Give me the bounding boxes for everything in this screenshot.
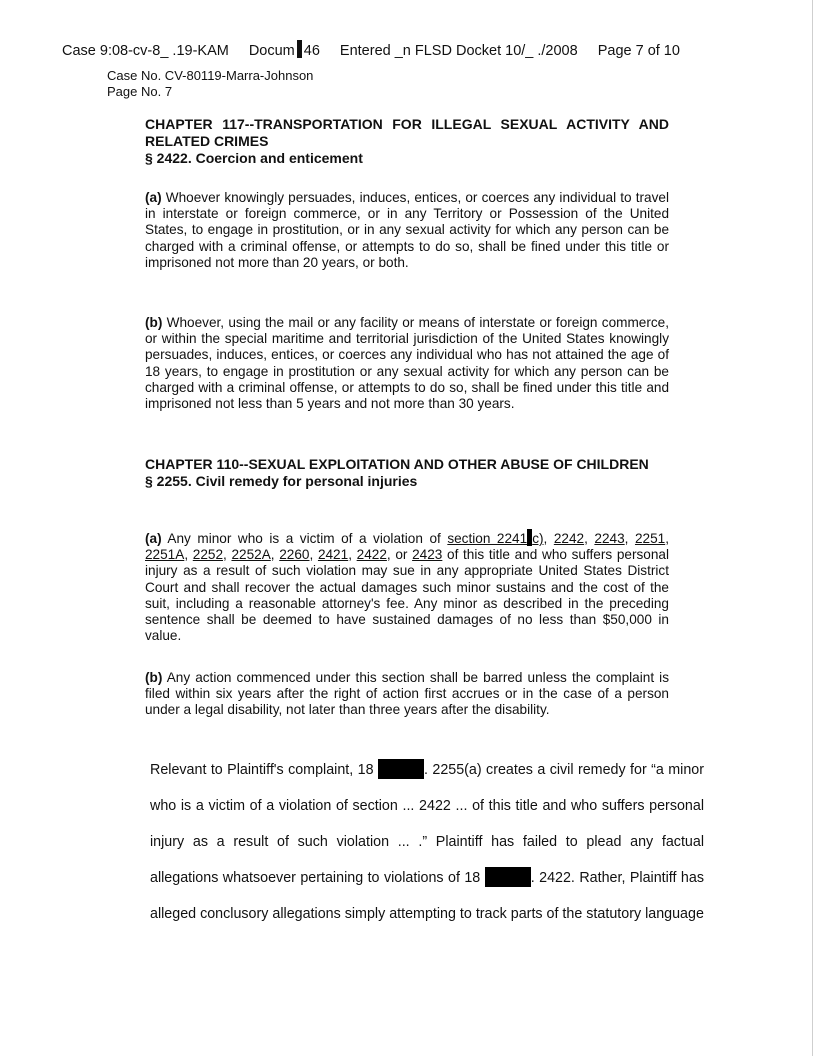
- section-2255-a: (a) Any minor who is a victim of a violation of section 2241 c), 2242, 2243, 2251, 2251A, 2252, 2252A, 2260, 2421, 2422, or 2423 of this title and who suffers personal injury as a result of such violation may sue in any appropriate United States District Court and shall recover the actual damages such minor sustains and the cost of the suit, including a reasonable attorney's fee. Any minor as described in the preceding sentence shall be deemed to have sustained damages of no less than $50,000 in value.: [145, 531, 669, 644]
- header-document-label: Docum: [248, 43, 295, 59]
- header-case-ref: Case 9:08-cv-8_ .19-KAM: [62, 43, 229, 59]
- chapter-110-title: CHAPTER 110--SEXUAL EXPLOITATION AND OTHER ABUSE OF CHILDREN: [145, 456, 649, 472]
- section-2255-b: [145, 670, 669, 719]
- chapter-117-block: [145, 116, 669, 167]
- header-document-number: 46: [303, 43, 320, 59]
- link-section-2241-tail[interactable]: c): [532, 531, 544, 546]
- link-section-2243[interactable]: 2243: [594, 531, 625, 546]
- section-2422-b: [145, 315, 669, 412]
- link-section-2251[interactable]: 2251: [634, 531, 666, 546]
- section-2255-heading: § 2255. Civil remedy for personal injuries: [145, 473, 418, 489]
- para-2255a-label: (a): [145, 531, 162, 546]
- link-section-2421[interactable]: 2421: [317, 547, 349, 563]
- chapter-110-block: [145, 456, 669, 490]
- body-paragraph: [106, 752, 704, 932]
- chapter-117-title: CHAPTER 117--TRANSPORTATION FOR ILLEGAL SEXUAL ACTIVITY AND RELATED CRIMES: [145, 116, 669, 149]
- case-subheader: [107, 68, 313, 100]
- body-text-middle: . 2255(a) creates a civil remedy for “a minor who is a victim of a violation of section ... 2422 ... of this title and who suffers personal injury as a result of such violation ... .” Plaintiff has failed to plead any factual allegations whatsoever pertaining to violations of 18: [150, 762, 705, 886]
- header-redaction-mark: [297, 40, 302, 58]
- redaction-usc-1: [378, 759, 424, 779]
- para-2255b-text: Any action commenced under this section shall be barred unless the complaint is filed within six years after the right of action first accrues or in the case of a person under a legal disability, not later than three years after the disability.: [145, 670, 669, 718]
- header-document: [249, 40, 320, 59]
- para-a-label: (a): [145, 190, 162, 205]
- para-b-label: (b): [145, 315, 163, 330]
- header-page: Page 7 of 10: [597, 43, 680, 59]
- link-section-2252[interactable]: 2252: [192, 547, 224, 563]
- header-entered: Entered _n FLSD Docket 10/_ ./2008: [339, 43, 578, 59]
- para-2255a-text-1: Any minor who is a victim of a violation of: [161, 531, 448, 546]
- link-section-2422[interactable]: 2422: [356, 547, 387, 563]
- link-section-2260[interactable]: 2260: [279, 547, 310, 563]
- link-section-2251a[interactable]: 2251A: [145, 547, 185, 563]
- case-number: Case No. CV-80119-Marra-Johnson: [107, 68, 314, 83]
- para-b-text: Whoever, using the mail or any facility or means of interstate or foreign commerce, or within the special maritime and territorial jurisdiction of the United States knowingly persuades, induces, entices, or coerces any individual who has not attained the age of 18 years, to engage in prostitution or any sexual activity for which any person can be charged with a criminal offense, or attempts to do so, shall be fined under this title and imprisoned not less than 5 years and not more than 30 years.: [145, 315, 669, 412]
- para-2255b-label: (b): [145, 670, 163, 685]
- scan-edge-line: [812, 0, 813, 1056]
- link-section-2423[interactable]: 2423: [412, 547, 443, 563]
- para-2255a-text-2: of this title and who suffers personal injury as a result of such violation may sue in any appropriate United States District Court and shall recover the actual damages such minor sustains and the cost of the suit, including a reasonable attorney's fee. Any minor as described in the preceding sentence shall be deemed to have sustained damages of no less than $50,000 in value.: [145, 547, 669, 644]
- redaction-usc-2: [485, 867, 531, 887]
- para-a-text: Whoever knowingly persuades, induces, entices, or coerces any individual to travel in interstate or foreign commerce, or in any Territory or Possession of the United States, to engage in prostitution, or in any sexual activity for which any person can be charged with a criminal offense, or attempts to do so, shall be fined under this title or imprisoned not more than 20 years, or both.: [145, 190, 669, 270]
- section-2422-a: [145, 190, 669, 271]
- filing-header: [62, 40, 762, 59]
- page-number: Page No. 7: [107, 84, 173, 99]
- link-section-2242[interactable]: 2242: [553, 531, 585, 546]
- body-text-start: Relevant to Plaintiff's complaint, 18: [150, 762, 378, 778]
- section-2422-heading: § 2422. Coercion and enticement: [145, 150, 363, 166]
- link-section-2241[interactable]: section 2241: [447, 531, 528, 546]
- body-text-end: . 2422. Rather, Plaintiff has alleged conclusory allegations simply attempting to track parts of the statutory language: [150, 870, 704, 922]
- link-section-2252a[interactable]: 2252A: [231, 547, 271, 563]
